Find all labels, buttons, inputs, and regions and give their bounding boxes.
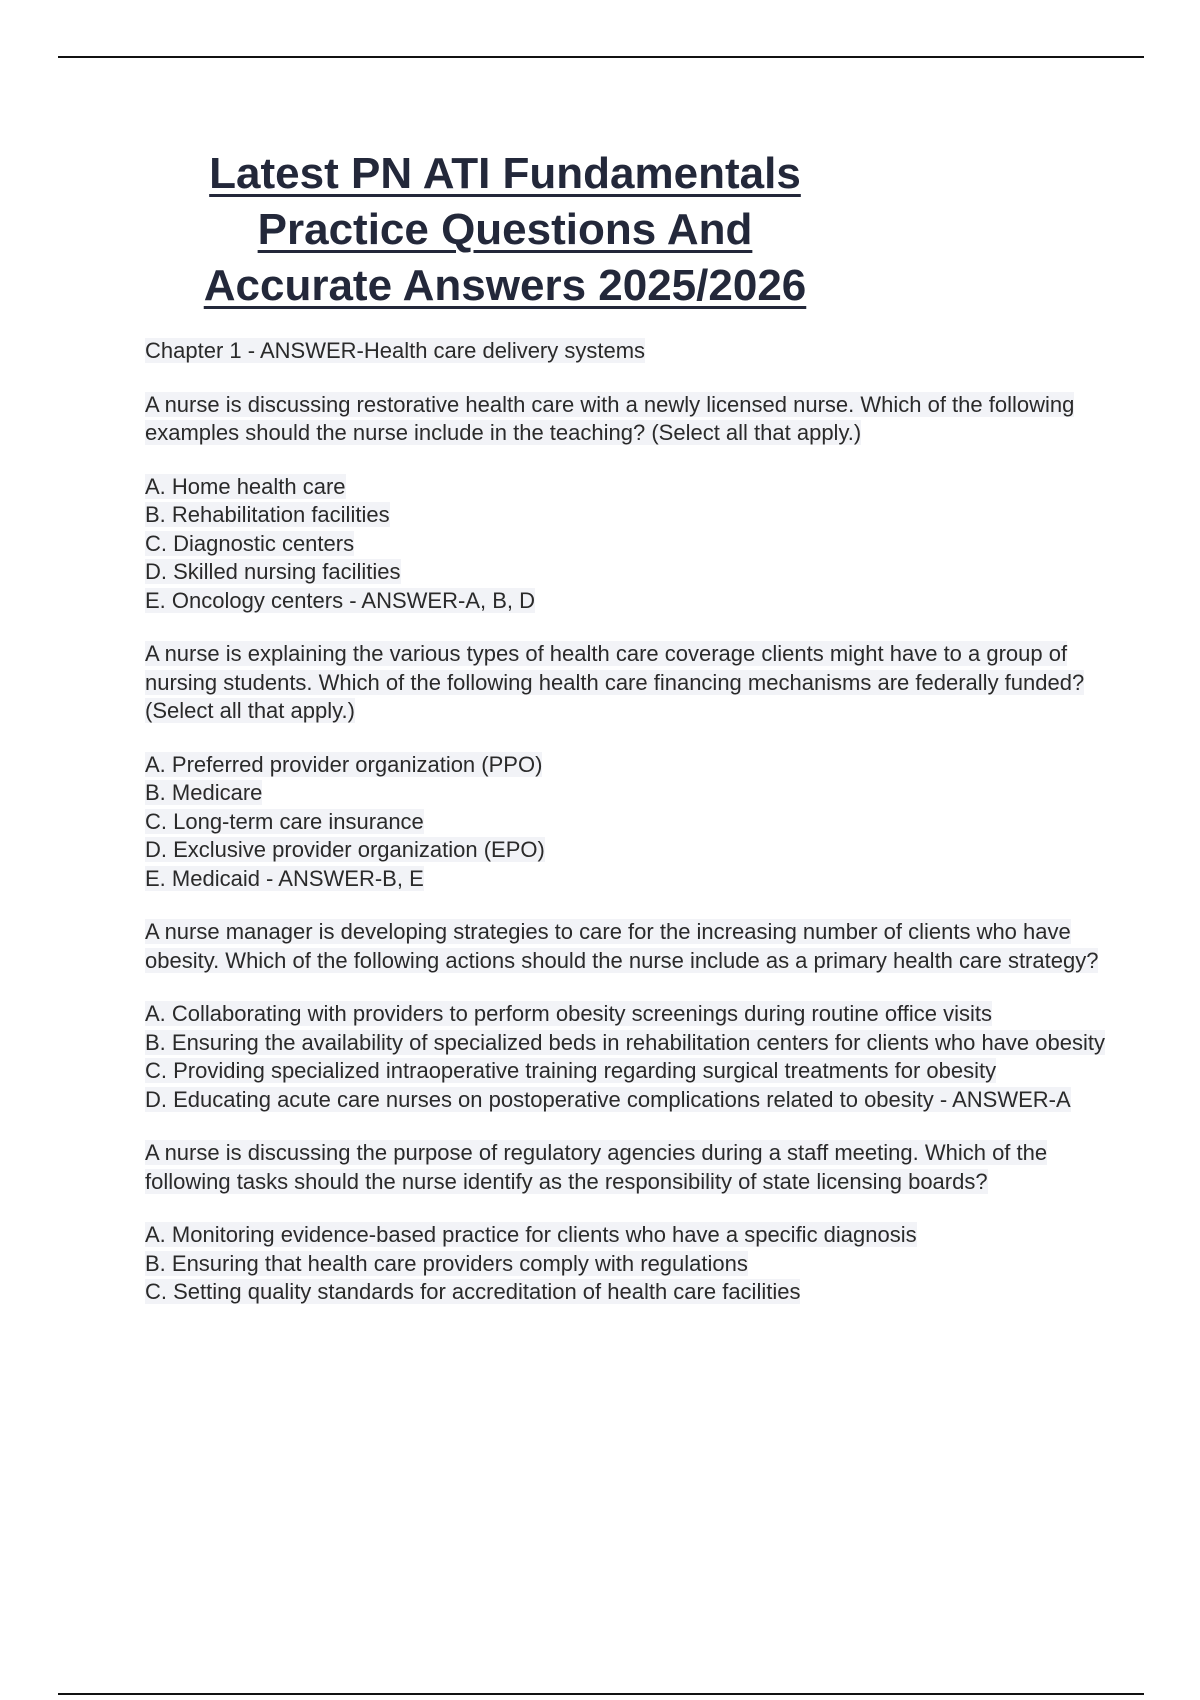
option-item xyxy=(145,1086,1105,1115)
bottom-rule xyxy=(58,1693,1144,1695)
option-item xyxy=(145,836,1105,865)
option-item xyxy=(145,587,1105,616)
title-line-2: Practice Questions And xyxy=(257,205,753,254)
document-body xyxy=(145,337,1105,1332)
question-2-options xyxy=(145,751,1105,894)
question-text: A nurse is discussing restorative health care with a newly licensed nurse. Which of the following examples should the nurse include in the teaching? (Select all that apply.) xyxy=(145,391,1075,445)
option-text: B. Ensuring the availability of specialized beds in rehabilitation centers for clients who have obesity xyxy=(145,1029,1105,1055)
option-text: B. Rehabilitation facilities xyxy=(145,502,390,527)
option-text: E. Medicaid - ANSWER-B, E xyxy=(145,865,424,891)
option-item xyxy=(145,530,1105,559)
option-text: C. Diagnostic centers xyxy=(145,530,355,556)
option-text: A. Preferred provider organization (PPO) xyxy=(145,751,543,777)
question-3-stem xyxy=(145,918,1105,975)
option-text: E. Oncology centers - ANSWER-A, B, D xyxy=(145,587,536,613)
title-line-3: Accurate Answers 2025/2026 xyxy=(203,261,807,310)
option-item xyxy=(145,808,1105,837)
title-line-1: Latest PN ATI Fundamentals xyxy=(209,149,801,198)
option-item xyxy=(145,1057,1105,1086)
top-rule xyxy=(58,56,1144,58)
question-3-options xyxy=(145,1000,1105,1114)
question-text: A nurse is explaining the various types of health care coverage clients might have to a group of nursing students. Which of the following health care financing mechanisms are federally funded? (Select all that apply.) xyxy=(145,641,1085,723)
option-text: A. Collaborating with providers to perform obesity screenings during routine office visits xyxy=(145,1001,992,1026)
option-item xyxy=(145,1029,1105,1058)
option-item xyxy=(145,865,1105,894)
option-item xyxy=(145,779,1105,808)
option-text: C. Setting quality standards for accreditation of health care facilities xyxy=(145,1279,801,1304)
question-1-options xyxy=(145,473,1105,616)
option-text: C. Providing specialized intraoperative training regarding surgical treatments for obesity xyxy=(145,1058,997,1083)
chapter-heading xyxy=(145,337,1105,366)
question-4-options xyxy=(145,1221,1105,1307)
option-text: A. Home health care xyxy=(145,473,346,499)
option-item xyxy=(145,1000,1105,1029)
option-text: C. Long-term care insurance xyxy=(145,808,424,834)
option-text: D. Exclusive provider organization (EPO) xyxy=(145,837,545,862)
option-text: B. Ensuring that health care providers comply with regulations xyxy=(145,1250,748,1276)
option-item xyxy=(145,1250,1105,1279)
question-2-stem xyxy=(145,640,1105,726)
option-text: D. Educating acute care nurses on postoperative complications related to obesity - ANSWER-A xyxy=(145,1086,1071,1112)
option-item xyxy=(145,473,1105,502)
option-item xyxy=(145,751,1105,780)
option-text: B. Medicare xyxy=(145,780,263,805)
option-item xyxy=(145,1278,1105,1307)
option-text: D. Skilled nursing facilities xyxy=(145,559,401,584)
question-1-stem xyxy=(145,391,1105,448)
question-text: A nurse manager is developing strategies to care for the increasing number of clients who have obesity. Which of the following actions should the nurse include as a primary health care strategy? xyxy=(145,919,1099,973)
question-4-stem xyxy=(145,1139,1105,1196)
option-text: A. Monitoring evidence-based practice for clients who have a specific diagnosis xyxy=(145,1222,917,1247)
option-item xyxy=(145,1221,1105,1250)
question-text: A nurse is discussing the purpose of regulatory agencies during a staff meeting. Which of the following tasks should the nurse identify as the responsibility of state licensing boards? xyxy=(145,1140,1048,1194)
option-item xyxy=(145,501,1105,530)
chapter-text: Chapter 1 - ANSWER-Health care delivery systems xyxy=(145,338,646,363)
option-item xyxy=(145,558,1105,587)
document-title xyxy=(150,146,860,314)
